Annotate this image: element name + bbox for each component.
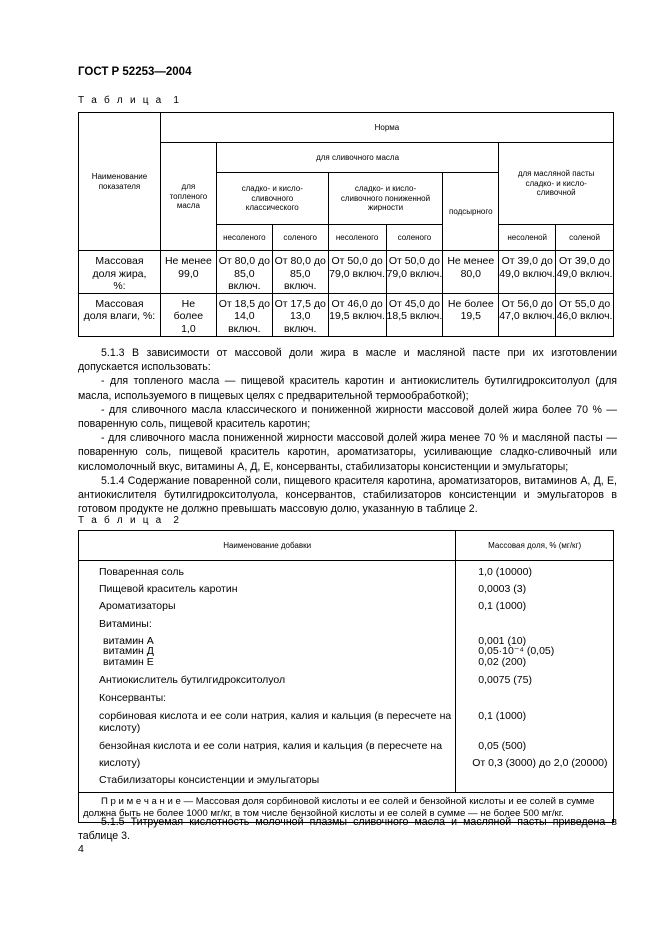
row-name: Массовая доля влаги, %: (79, 293, 161, 336)
butter-group-header: для сливочного масла (216, 143, 498, 173)
additive-values (456, 561, 614, 793)
list-item: витамин Д (103, 645, 154, 658)
list-item: бензойная кислота и ее соли натрия, калия и кальция (в пересчете на кислоту) (99, 739, 443, 769)
unsalted-header: несоленого (216, 225, 272, 251)
cell: От 46,0 до 19,5 включ. (328, 293, 386, 336)
cell: От 39,0 до 49,0 включ. (556, 251, 614, 294)
list-item: Пищевой краситель каротин (99, 583, 238, 596)
cell: Не более 1,0 (160, 293, 216, 336)
list-item: 0,05 (500) (478, 739, 527, 752)
list-item: Ароматизаторы (99, 600, 176, 613)
list-item: 0,1 (1000) (478, 600, 527, 613)
table2-value-header: Массовая доля, % (мг/кг) (456, 531, 614, 561)
list-item: 0,0003 (3) (478, 583, 527, 596)
list-item: 0,0075 (75) (478, 674, 532, 687)
unsalted-header: несоленого (328, 225, 386, 251)
norma-header: Норма (160, 113, 613, 143)
cell: Не менее 99,0 (160, 251, 216, 294)
cell: Не более 19,5 (443, 293, 499, 336)
row-name: Массовая доля жира, %: (79, 251, 161, 294)
list-item: От 0,3 (3000) до 2,0 (20000) (472, 756, 608, 769)
cell: Не менее 80,0 (443, 251, 499, 294)
page-number: 4 (78, 843, 84, 855)
list-item: 1,0 (10000) (478, 566, 532, 578)
paragraph: - для сливочного масла классического и пониженной жирности массовой долей жира более 70 % — поваренную соль, пищевой краситель каротин; (78, 403, 617, 431)
table1-caption: Т а б л и ц а 1 (78, 95, 182, 106)
list-item: сорбиновая кислота и ее соли натрия, калия и кальция (в пересчете на кислоту) (99, 709, 452, 735)
cell: От 50,0 до 79,0 включ. (328, 251, 386, 294)
list-item: 0,02 (200) (478, 655, 527, 668)
list-item: Стабилизаторы консистенции и эмульгаторы (99, 774, 320, 787)
cell: От 45,0 до 18,5 включ. (386, 293, 443, 336)
list-item: Поваренная соль (99, 566, 184, 578)
cell: От 50,0 до 79,0 включ. (386, 251, 443, 294)
cell: От 17,5 до 13,0 включ. (272, 293, 328, 336)
cell: От 56,0 до 47,0 включ. (499, 293, 556, 336)
note-text: П р и м е ч а н и е — Массовая доля сорбиновой кислоты и ее солей и бензойной кислоты и ее солей в сумме должна быть не более 1000 мг/кг, в том числе бензойной кислоты и ее солей в сумме — не более 500 мг/кг. (83, 796, 595, 819)
list-item: 0,05·10⁻⁴ (0,05) (478, 645, 555, 658)
list-item: 0,1 (1000) (478, 709, 527, 722)
paragraph: - для топленого масла — пищевой краситель каротин и антиокислитель бутилгидрокситолуол (для масла, используемого в пищевых целях с предварительной термообработкой); (78, 375, 617, 402)
cell: От 39,0 до 49,0 включ. (499, 251, 556, 294)
paragraph: - для сливочного масла пониженной жирности массовой долей жира менее 70 % и масляной пасты — поваренную соль, пищевой краситель каротин, ароматизаторы, усиливающие сладко-сливочный или кисломолочный вкус, витамины А, Д, Е, консерванты, стабилизаторы консистенции и эмульгаторы; (78, 432, 617, 473)
cell: От 18,5 до 14,0 включ. (216, 293, 272, 336)
unsalted-f-header: несоленой (499, 225, 556, 251)
low-fat-header: сладко- и кисло-сливочного пониженной жирности (328, 173, 443, 225)
paste-group-header: для масляной пасты сладко- и кисло-сливочной (499, 143, 614, 225)
list-item: Антиокислитель бутилгидрокситолуол (99, 674, 286, 687)
cell: От 80,0 до 85,0 включ. (272, 251, 328, 294)
document-title: ГОСТ Р 52253—2004 (78, 66, 192, 78)
paragraph: 5.1.4 Содержание поваренной соли, пищевого красителя каротина, ароматизаторов, витаминов А, Д, Е, антиокислителя бутилгидрокситолуола, консервантов, стабилизаторов консистенции и эмульгаторов в готовом продукте не должно превышать массовую долю, указанную в таблице 2. (78, 474, 617, 516)
table2 (78, 530, 614, 823)
list-item: Консерванты: (99, 691, 167, 704)
table2-name-header: Наименование добавки (79, 531, 456, 561)
table2-caption: Т а б л и ц а 2 (78, 515, 182, 526)
classic-header: сладко- и кисло-сливочного классического (216, 173, 328, 225)
list-item: витамин Е (103, 655, 154, 668)
indicator-header: Наименование показателя (79, 113, 161, 251)
cell: От 80,0 до 85,0 включ. (216, 251, 272, 294)
salted-header: соленого (386, 225, 443, 251)
table-row (79, 293, 614, 336)
salted-f-header: соленой (556, 225, 614, 251)
table1 (78, 112, 614, 337)
melted-butter-header: для топленого масла (160, 143, 216, 251)
list-item: витамин А (103, 634, 154, 647)
list-item: 0,001 (10) (478, 634, 527, 647)
section-5-1-3 (78, 346, 617, 516)
section-5-1-5 (78, 815, 617, 843)
paragraph: 5.1.3 В зависимости от массовой доли жира в масле и масляной пасте при их изготовлении допускается использовать: (78, 347, 617, 374)
paragraph: 5.1.5 Титруемая кислотность молочной плазмы сливочного масла и масляной пасты приведена в таблице 3. (78, 816, 617, 843)
podsyrny-header: подсырного (443, 173, 499, 251)
cell: От 55,0 до 46,0 включ. (556, 293, 614, 336)
table-row (79, 251, 614, 294)
salted-header: соленого (272, 225, 328, 251)
list-item: Витамины: (99, 617, 152, 630)
additive-names (79, 561, 456, 793)
